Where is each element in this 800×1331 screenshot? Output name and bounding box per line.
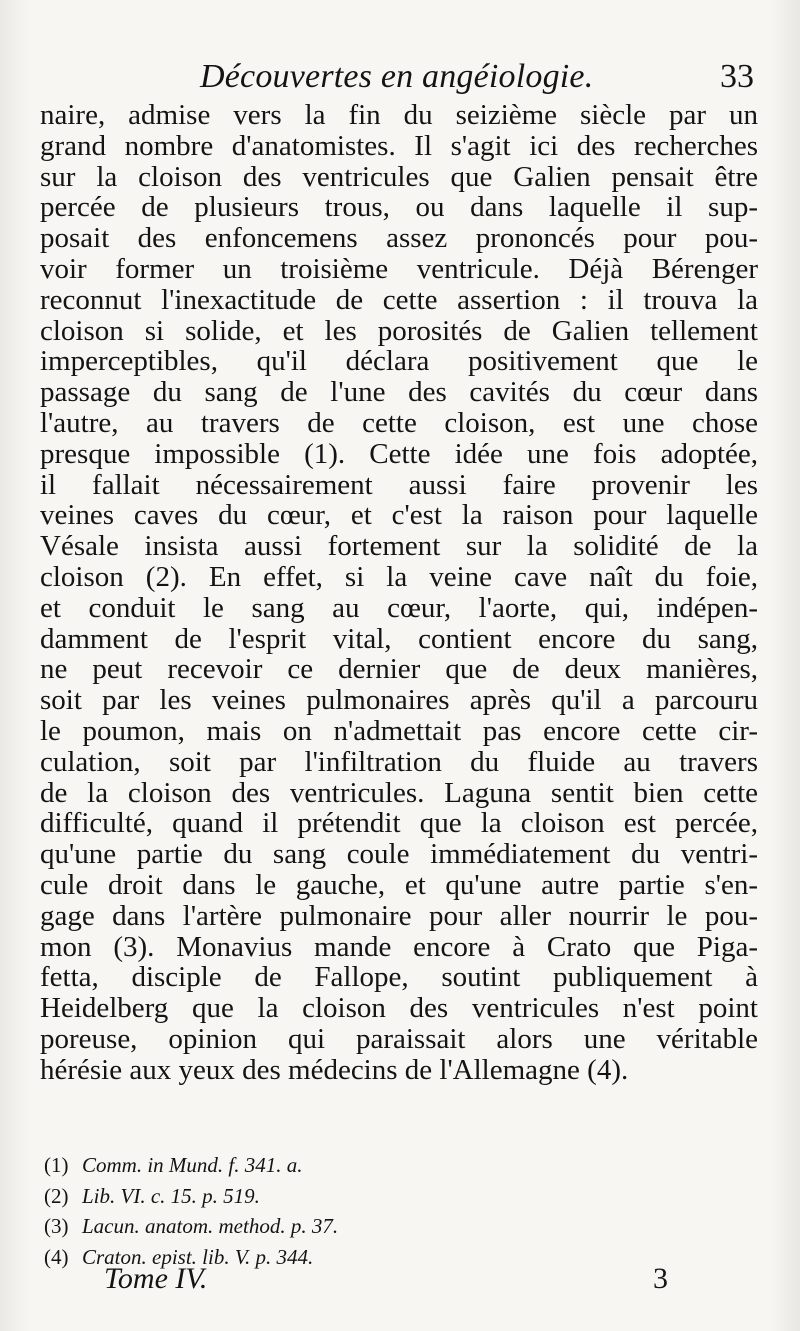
- text-line: Vésale insista aussi fortement sur la solidité de la: [40, 530, 758, 563]
- footnote-text: Comm. in Mund. f. 341. a.: [82, 1153, 303, 1177]
- text-line: passage du sang de l'une des cavités du cœur dans: [40, 376, 758, 409]
- text-line: presque impossible (1). Cette idée une fois adoptée,: [40, 437, 758, 470]
- text-line: damment de l'esprit vital, contient encore du sang,: [40, 622, 758, 655]
- signature-mark: 3: [653, 1262, 668, 1295]
- text-line: soit par les veines pulmonaires après qu'il a parcouru: [40, 684, 758, 717]
- text-line: gage dans l'artère pulmonaire pour aller nourrir le pou-: [40, 899, 758, 932]
- text-line: posait des enfoncemens assez prononcés pour pou-: [40, 222, 758, 255]
- page-number: 33: [720, 58, 754, 95]
- text-line: il fallait nécessairement aussi faire provenir les: [40, 468, 758, 501]
- text-line: reconnut l'inexactitude de cette assertion : il trouva la: [40, 283, 758, 316]
- page-header: [0, 58, 800, 102]
- text-line: cloison (2). En effet, si la veine cave naît du foie,: [40, 560, 758, 593]
- footnote-mark: (2): [44, 1183, 69, 1208]
- text-line: hérésie aux yeux des médecins de l'Allemagne (4).: [40, 1053, 629, 1086]
- text-line: difficulté, quand il prétendit que la cloison est percée,: [40, 807, 758, 840]
- text-line: cule droit dans le gauche, et qu'une autre partie s'en-: [40, 868, 758, 901]
- text-line: qu'une partie du sang coule immédiatement du ventri-: [40, 838, 758, 871]
- text-line: veines caves du cœur, et c'est la raison pour laquelle: [40, 499, 758, 532]
- footnote: [44, 1181, 744, 1212]
- text-line: de la cloison des ventricules. Laguna sentit bien cette: [40, 776, 758, 809]
- footnote-text: Lib. VI. c. 15. p. 519.: [82, 1183, 260, 1208]
- footnote-mark: (1): [44, 1153, 69, 1177]
- text-line: percée de plusieurs trous, ou dans laquelle il sup-: [40, 191, 758, 224]
- text-line: le poumon, mais on n'admettait pas encore cette cir-: [40, 714, 758, 747]
- text-line: voir former un troisième ventricule. Déjà Bérenger: [40, 252, 758, 285]
- text-line: et conduit le sang au cœur, l'aorte, qui, indépen-: [40, 591, 758, 624]
- volume-signature: Tome IV.: [104, 1262, 208, 1295]
- footnote-text: Craton. epist. lib. V. p. 344.: [82, 1244, 314, 1269]
- footnote: [44, 1150, 744, 1181]
- text-line: Heidelberg que la cloison des ventricules n'est point: [40, 992, 758, 1025]
- text-line: fetta, disciple de Fallope, soutint publiquement à: [40, 961, 758, 994]
- footnote-mark: (4): [44, 1244, 69, 1269]
- text-line: grand nombre d'anatomistes. Il s'agit ici des recherches: [40, 129, 758, 162]
- text-line: culation, soit par l'infiltration du fluide au travers: [40, 745, 758, 778]
- footnote: [44, 1211, 744, 1242]
- footnote-text: Lacun. anatom. method. p. 37.: [82, 1214, 339, 1238]
- text-line: cloison si solide, et les porosités de Galien tellement: [40, 314, 758, 347]
- running-title: Découvertes en angéiologie.: [200, 58, 594, 95]
- footnotes: [44, 1150, 744, 1272]
- text-line: imperceptibles, qu'il déclara positivement que le: [40, 345, 758, 378]
- text-line: l'autre, au travers de cette cloison, est une chose: [40, 406, 758, 439]
- footnote-mark: (3): [44, 1214, 69, 1238]
- text-line: poreuse, opinion qui paraissait alors une véritable: [40, 1022, 758, 1055]
- text-line: sur la cloison des ventricules que Galien pensait être: [40, 160, 758, 193]
- text-line: mon (3). Monavius mande encore à Crato que Piga-: [40, 930, 758, 963]
- body-text: [40, 100, 758, 1086]
- text-line: naire, admise vers la fin du seizième siècle par un: [40, 99, 758, 131]
- text-line: ne peut recevoir ce dernier que de deux manières,: [40, 653, 758, 686]
